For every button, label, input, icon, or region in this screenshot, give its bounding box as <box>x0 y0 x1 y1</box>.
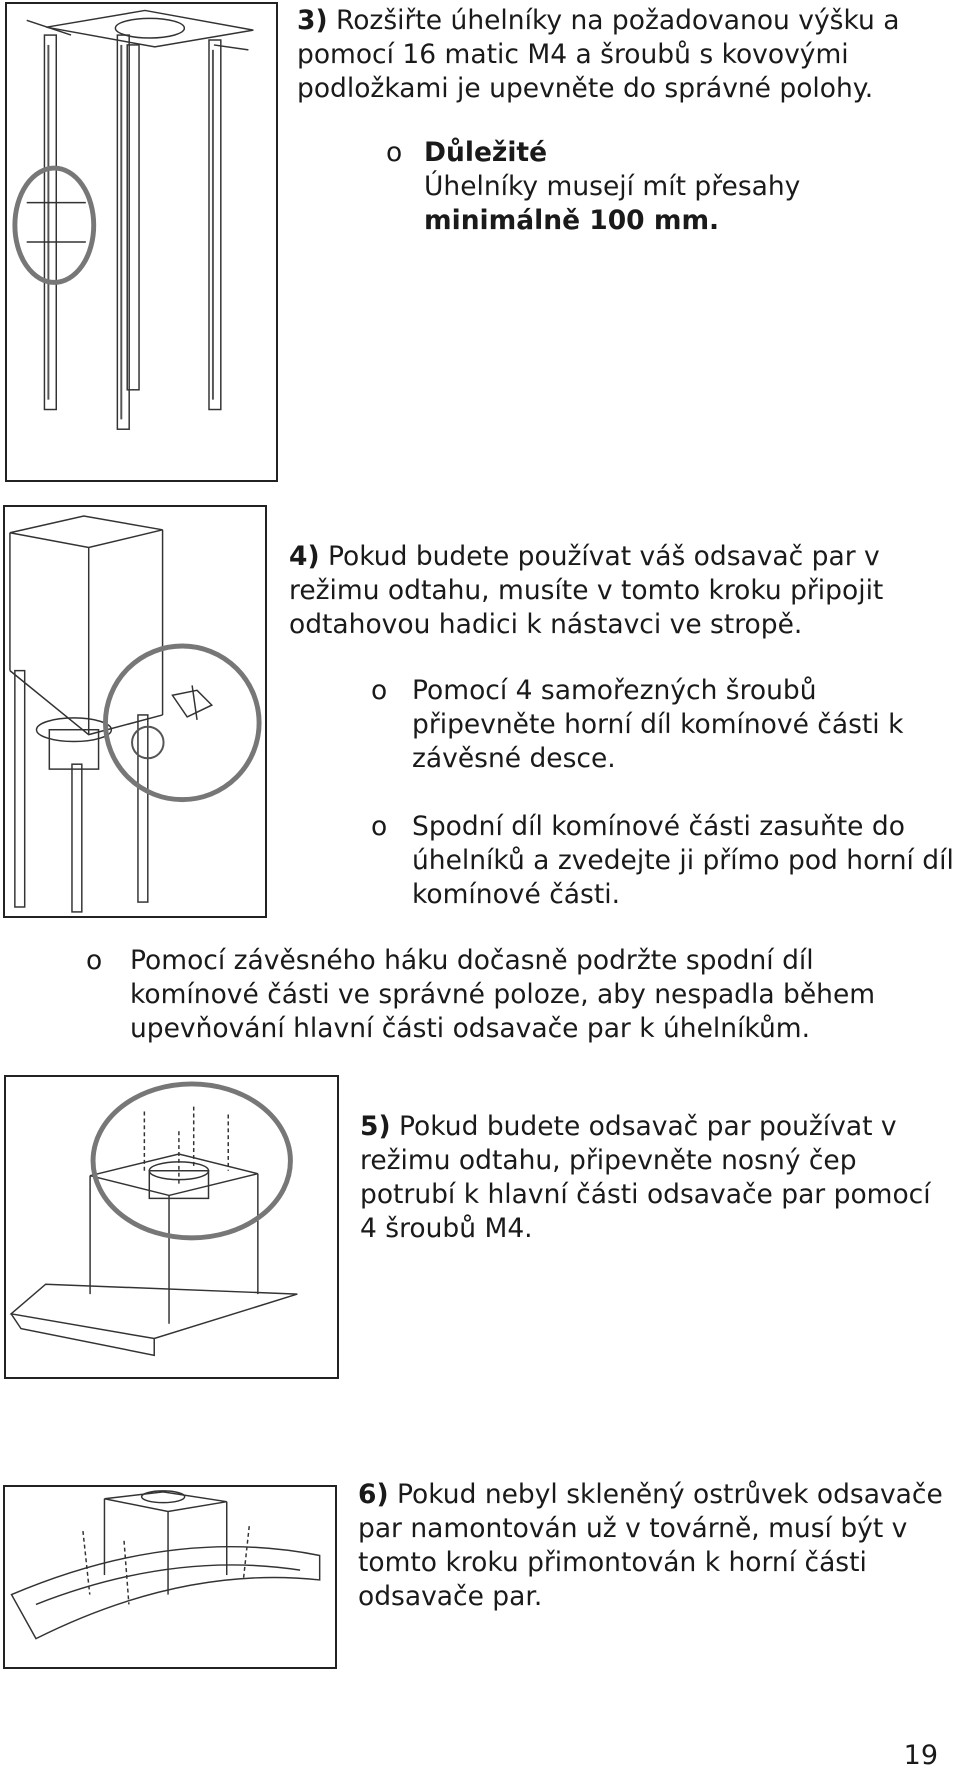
step4-bullet1-marker: o <box>371 675 388 706</box>
step3-number: 3) <box>297 5 328 36</box>
important-bold: minimálně 100 mm. <box>424 205 720 236</box>
step4-bullet1-text: Pomocí 4 samořezných šroubů připevněte horní díl komínové části k závěsné desce. <box>412 675 904 774</box>
hood-duct-illustration <box>6 1077 337 1377</box>
figure-brackets <box>5 2 278 482</box>
step3-bullet-marker: o <box>386 137 403 168</box>
step6-paragraph <box>358 1478 948 1614</box>
step4-number: 4) <box>289 541 320 572</box>
figure-glass-canopy <box>3 1485 337 1669</box>
step5-text: Pokud budete odsavač par používat v režimu odtahu, připevněte nosný čep potrubí k hlavní části odsavače par pomocí 4 šroubů M4. <box>360 1111 931 1244</box>
step4-text: Pokud budete používat váš odsavač par v režimu odtahu, musíte v tomto kroku připojit odtahovou hadici k nástavci ve stropě. <box>289 541 884 640</box>
step5-number: 5) <box>360 1111 391 1142</box>
step3-paragraph <box>297 4 937 106</box>
page-number: 19 <box>903 1740 938 1771</box>
wide-bullet-marker: o <box>86 945 103 976</box>
glass-canopy-illustration <box>5 1487 335 1667</box>
step4-bullet2-text: Spodní díl komínové části zasuňte do úhelníků a zvedejte ji přímo pod horní díl komínové části. <box>412 811 954 910</box>
step6-text: Pokud nebyl skleněný ostrůvek odsavače par namontován už v továrně, musí být v tomto kroku přimontován k horní části odsavače par. <box>358 1479 943 1612</box>
figure-hood-duct <box>4 1075 339 1379</box>
step6-number: 6) <box>358 1479 389 1510</box>
chimney-illustration <box>5 507 265 916</box>
step4-bullet2-marker: o <box>371 811 388 842</box>
step4-paragraph <box>289 540 934 642</box>
step3-text: Rozšiřte úhelníky na požadovanou výšku a pomocí 16 matic M4 a šroubů s kovovými podložkami je upevněte do správné polohy. <box>297 5 900 104</box>
important-text: Úhelníky musejí mít přesahy <box>424 171 801 202</box>
brackets-illustration <box>7 4 276 480</box>
step3-important <box>424 136 924 238</box>
important-title: Důležité <box>424 137 548 168</box>
step5-paragraph <box>360 1110 955 1246</box>
figure-chimney <box>3 505 267 918</box>
wide-bullet-text: Pomocí závěsného háku dočasně podržte spodní díl komínové části ve správné poloze, aby nespadla během upevňování hlavní části odsavače par k úhelníkům. <box>130 945 876 1044</box>
